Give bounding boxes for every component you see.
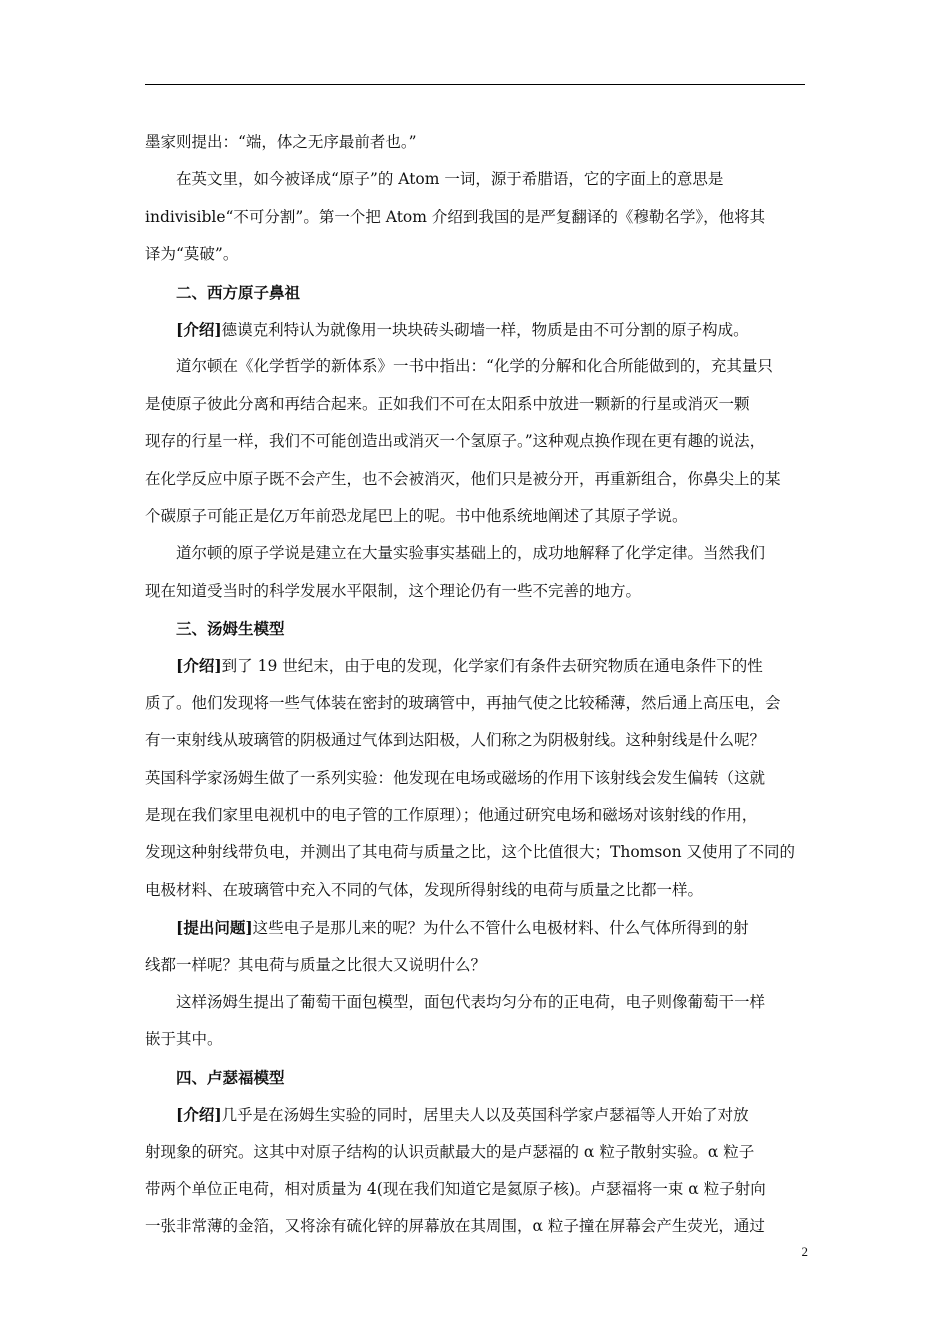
text-line [145, 1134, 808, 1171]
line-text: 二、西方原子鼻祖 [176, 282, 301, 302]
line-text: 墨家则提出：“端，体之无序最前者也。” [145, 133, 417, 151]
text-line [145, 535, 808, 572]
text-line [145, 348, 808, 385]
text-line [145, 685, 808, 722]
label-tag: [介绍] [176, 656, 222, 676]
section-heading [145, 274, 808, 311]
line-text: 这些电子是那儿来的呢？为什么不管什么电极材料、什么气体所得到的射 [252, 919, 749, 938]
line-text: 有一束射线从玻璃管的阴极通过气体到达阳极，人们称之为阴极射线。这种射线是什么呢？ [145, 731, 766, 750]
text-line [145, 573, 808, 610]
text-line [145, 909, 808, 946]
line-text: 这样汤姆生提出了葡萄干面包模型，面包代表均匀分布的正电荷，电子则像葡萄干一样 [176, 992, 766, 1011]
text-line [145, 461, 808, 498]
line-text: 到了 19 世纪末，由于电的发现，化学家们有条件去研究物质在通电条件下的性 [221, 657, 763, 676]
line-text: 一张非常薄的金箔，又将涂有硫化锌的屏幕放在其周围，α 粒子撞在屏幕会产生荧光，通过 [145, 1217, 765, 1236]
line-text: 英国科学家汤姆生做了一系列实验：他发现在电场或磁场的作用下该射线会发生偏转（这就 [145, 768, 766, 787]
label-tag: [提出问题] [176, 918, 253, 938]
text-line [145, 760, 808, 797]
line-text: 几乎是在汤姆生实验的同时，居里夫人以及英国科学家卢瑟福等人开始了对放 [221, 1106, 749, 1125]
line-text: 带两个单位正电荷，相对质量为 4(现在我们知道它是氦原子核)。卢瑟福将一束 α 粒子射向 [145, 1179, 766, 1198]
text-line [145, 947, 808, 984]
line-text: 在化学反应中原子既不会产生，也不会被消灭，他们只是被分开，再重新组合，你鼻尖上的某 [145, 469, 781, 488]
line-text: 电极材料、在玻璃管中充入不同的气体，发现所得射线的电荷与质量之比都一样。 [145, 880, 704, 899]
line-text: 道尔顿在《化学哲学的新体系》一书中指出：“化学的分解和化合所能做到的，充其量只 [176, 357, 773, 376]
line-text: 是使原子彼此分离和再结合起来。正如我们不可在太阳系中放进一颗新的行星或消灭一颗 [145, 394, 750, 413]
line-text: 射现象的研究。这其中对原子结构的认识贡献最大的是卢瑟福的 α 粒子散射实验。α 粒子 [145, 1142, 755, 1161]
text-line [145, 984, 808, 1021]
line-text: 在英文里，如今被译成“原子”的 Atom 一词，源于希腊语，它的字面上的意思是 [176, 170, 724, 189]
text-line [145, 1171, 808, 1208]
text-line [145, 236, 808, 273]
page-number: 2 [801, 1244, 808, 1259]
text-line [145, 311, 808, 348]
text-line [145, 1208, 808, 1245]
header-rule [145, 84, 805, 85]
document-body [145, 124, 808, 1246]
line-text: 质了。他们发现将一些气体装在密封的玻璃管中，再抽气使之比较稀薄，然后通上高压电，会 [145, 693, 781, 712]
text-line [145, 199, 808, 236]
text-line [145, 498, 808, 535]
line-text: 译为“莫破”。 [145, 245, 239, 264]
text-line [145, 834, 808, 871]
line-text: 嵌于其中。 [145, 1030, 223, 1049]
line-text: 三、汤姆生模型 [176, 619, 285, 639]
section-heading [145, 610, 808, 647]
line-text: 发现这种射线带负电，并测出了其电荷与质量之比，这个比值很大；Thomson 又使用了不同的 [145, 843, 796, 862]
line-text: 现存的行星一样，我们不可能创造出或消灭一个氢原子。”这种观点换作现在更有趣的说法， [145, 432, 766, 451]
text-line [145, 797, 808, 834]
line-text: indivisible“不可分割”。第一个把 Atom 介绍到我国的是严复翻译的《穆勒名学》，他将其 [145, 207, 766, 226]
text-line [145, 386, 808, 423]
text-line [145, 161, 808, 198]
text-line [145, 872, 808, 909]
label-tag: [介绍] [176, 1105, 222, 1125]
line-text: 线都一样呢？其电荷与质量之比很大又说明什么？ [145, 955, 487, 974]
text-line [145, 722, 808, 759]
line-text: 德谟克利特认为就像用一块块砖头砌墙一样，物质是由不可分割的原子构成。 [221, 320, 749, 339]
label-tag: [介绍] [176, 319, 222, 339]
line-text: 四、卢瑟福模型 [176, 1067, 285, 1087]
text-line [145, 647, 808, 684]
line-text: 是现在我们家里电视机中的电子管的工作原理）；他通过研究电场和磁场对该射线的作用， [145, 806, 758, 825]
text-line [145, 1096, 808, 1133]
text-line [145, 1021, 808, 1058]
line-text: 现在知道受当时的科学发展水平限制，这个理论仍有一些不完善的地方。 [145, 581, 642, 600]
section-heading [145, 1059, 808, 1096]
text-line [145, 124, 808, 161]
line-text: 道尔顿的原子学说是建立在大量实验事实基础上的，成功地解释了化学定律。当然我们 [176, 544, 766, 563]
line-text: 个碳原子可能正是亿万年前恐龙尾巴上的呢。书中他系统地阐述了其原子学说。 [145, 506, 688, 525]
text-line [145, 423, 808, 460]
